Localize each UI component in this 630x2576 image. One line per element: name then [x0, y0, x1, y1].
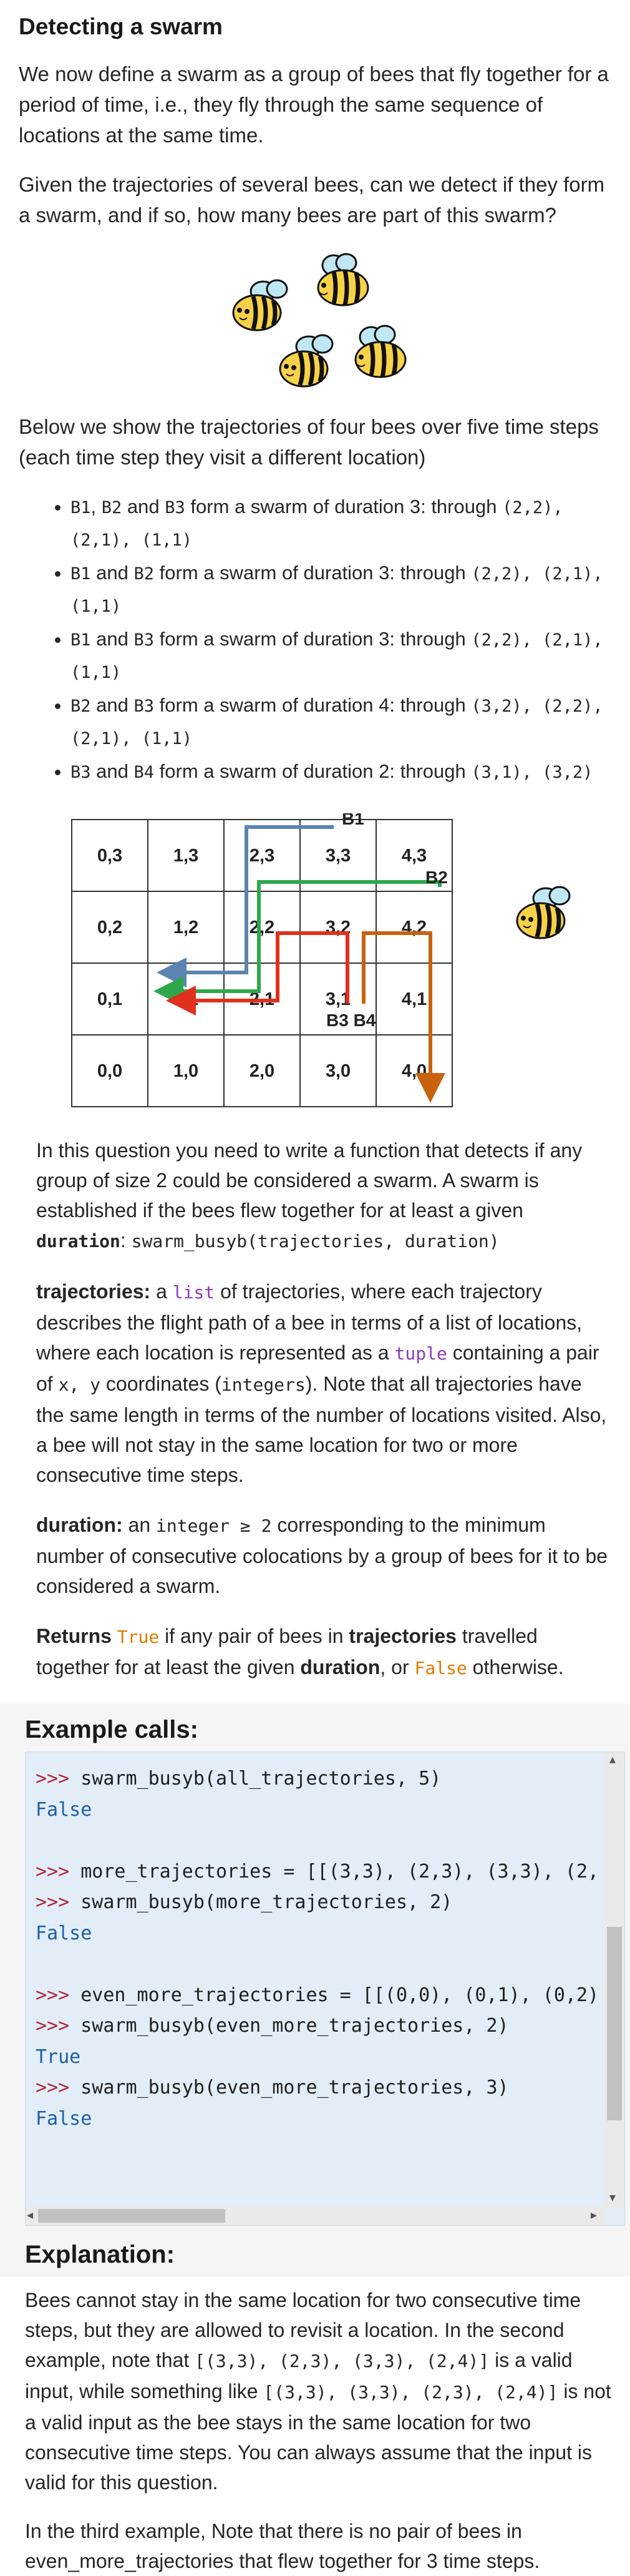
horizontal-scrollbar[interactable] — [26, 2206, 606, 2225]
explanation-section — [0, 2276, 630, 2576]
grid-cell: 3,1 — [325, 989, 351, 1009]
vertical-scrollbar[interactable] — [604, 1752, 624, 2208]
list-item: • B1 and B3 form a swarm of duration 3: through (2,2), (2,1), (1,1) — [70, 624, 611, 688]
swarm-list — [19, 491, 611, 788]
bee-icon — [225, 274, 293, 336]
page-title: Detecting a swarm — [19, 14, 223, 39]
bee-icon — [346, 321, 415, 383]
grid-cell: 1,2 — [173, 918, 199, 938]
grid-cell: 0,3 — [97, 846, 123, 866]
grid-cell: 4,3 — [401, 846, 427, 866]
intro-paragraph-1: We now define a swarm as a group of bees that fly together for a period of time, i.e., they fly through the same sequence of locations at the same time. — [19, 62, 609, 147]
list-item: • B1 and B2 form a swarm of duration 3: through (2,2), (2,1), (1,1) — [70, 557, 611, 622]
bee-b3-b4-label: B3 B4 — [326, 1011, 376, 1030]
explanation-heading: Explanation: — [25, 2241, 175, 2268]
grid-cell: 4,1 — [401, 989, 427, 1009]
scroll-down-icon[interactable]: ▾ — [609, 2191, 616, 2205]
list-item: • B2 and B3 form a swarm of duration 4: through (3,2), (2,2), (2,1), (1,1) — [70, 690, 611, 755]
intro-section — [0, 0, 630, 788]
grid-cell: 2,1 — [249, 989, 275, 1009]
bee-b2-label: B2 — [425, 868, 448, 887]
trajectory-diagram — [0, 813, 630, 1113]
task-description: In this question you need to write a function that detects if any group of size 2 could be considered a swarm. A swarm is established if the bees flew together for at least a given duration: swarm_busyb(trajectories, duration) — [36, 1139, 583, 1251]
list-item: • B3 and B4 form a swarm of duration 2: through (3,1), (3,2) — [70, 756, 611, 788]
code-lines: >>> swarm_busyb(all_trajectories, 5) False >>> more_trajectories = [[(3,3), (2,3), (3,3), (2, >>> swarm_busyb(more_trajectories, 2) False >>> even_more_trajectories = [[(0,0), (0,1), (0,2) >>> swarm_busyb(even_more_trajectories, 2) True >>> swarm_busyb(even_more_trajectories, 3) False — [36, 1768, 599, 2130]
grid-cell: 0,0 — [97, 1061, 123, 1081]
bees-illustration — [19, 249, 611, 399]
duration-param: duration: an integer ≥ 2 corresponding to the minimum number of consecutive colocations by a group of bees for it to be considered a swarm. — [36, 1514, 608, 1597]
explanation-paragraph-1: Bees cannot stay in the same location for two consecutive time steps, but they are allowed to revisit a location. In the second example, note that [(3,3), (2,3), (3,3), (2,4)] is a valid input, while something like [(3,3), (3,3), (2,3), (2,4)] is not a valid input as the bee stays in the same location for two consecutive time steps. You can always assume that the input is valid for this question. — [25, 2289, 611, 2494]
example-heading: Example calls: — [25, 1716, 198, 1743]
returns-description: Returns True if any pair of bees in trajectories travelled together for at least the given duration, or False otherwise. — [36, 1625, 564, 1678]
horizontal-scroll-thumb[interactable] — [38, 2209, 225, 2223]
grid-cell: 3,2 — [325, 918, 351, 938]
grid-cell: 0,1 — [97, 989, 123, 1009]
grid-cell: 3,0 — [325, 1061, 351, 1081]
grid-cell: 4,0 — [401, 1061, 427, 1081]
trajectories-intro: Below we show the trajectories of four bees over five time steps (each time step they visit a different location) — [19, 415, 599, 469]
grid-cell: 2,0 — [249, 1061, 275, 1081]
trajectories-param: trajectories: a list of trajectories, where each trajectory describes the flight path of a bee in terms of a list of locations, where each location is represented as a tuple containing a pair of x, y coordinates (integers). Note that all trajectories have the same length in terms of the number of locations visited. Also, a bee will not stay in the same location for two or more consecutive time steps. — [36, 1280, 607, 1486]
scroll-up-icon[interactable]: ▴ — [609, 1753, 616, 1766]
bee-b1-label: B1 — [342, 813, 364, 828]
bee-b2-path — [168, 882, 440, 991]
vertical-scroll-thumb[interactable] — [607, 1927, 622, 2120]
bee-icon — [508, 882, 577, 944]
scroll-left-icon[interactable]: ◂ — [27, 2208, 34, 2222]
bee-icon — [271, 330, 340, 393]
grid-cell: 1,3 — [173, 846, 199, 866]
bee-icon — [309, 249, 377, 311]
grid-cell: 3,3 — [325, 846, 351, 866]
grid-cell: 0,2 — [97, 918, 123, 938]
task-section — [0, 1135, 630, 1683]
intro-paragraph-2: Given the trajectories of several bees, can we detect if they form a swarm, and if so, how many bees are part of this swarm? — [19, 173, 605, 227]
grid-cell: 2,3 — [249, 846, 275, 866]
grid-cell: 1,0 — [173, 1061, 199, 1081]
grid-cell: 1,1 — [173, 989, 199, 1009]
explanation-paragraph-2: In the third example, Note that there is no pair of bees in even_more_trajectories that flew together for 3 time steps. — [25, 2520, 540, 2572]
trajectory-grid-svg — [0, 813, 630, 1113]
list-item: • B1, B2 and B3 form a swarm of duration 3: through (2,2), (2,1), (1,1) — [70, 491, 611, 556]
grid-cell: 2,2 — [249, 918, 275, 938]
scroll-right-icon[interactable]: ▸ — [591, 2208, 598, 2222]
example-section — [0, 1703, 630, 2276]
grid-cell: 4,2 — [401, 918, 427, 938]
code-block[interactable] — [25, 1751, 625, 2226]
